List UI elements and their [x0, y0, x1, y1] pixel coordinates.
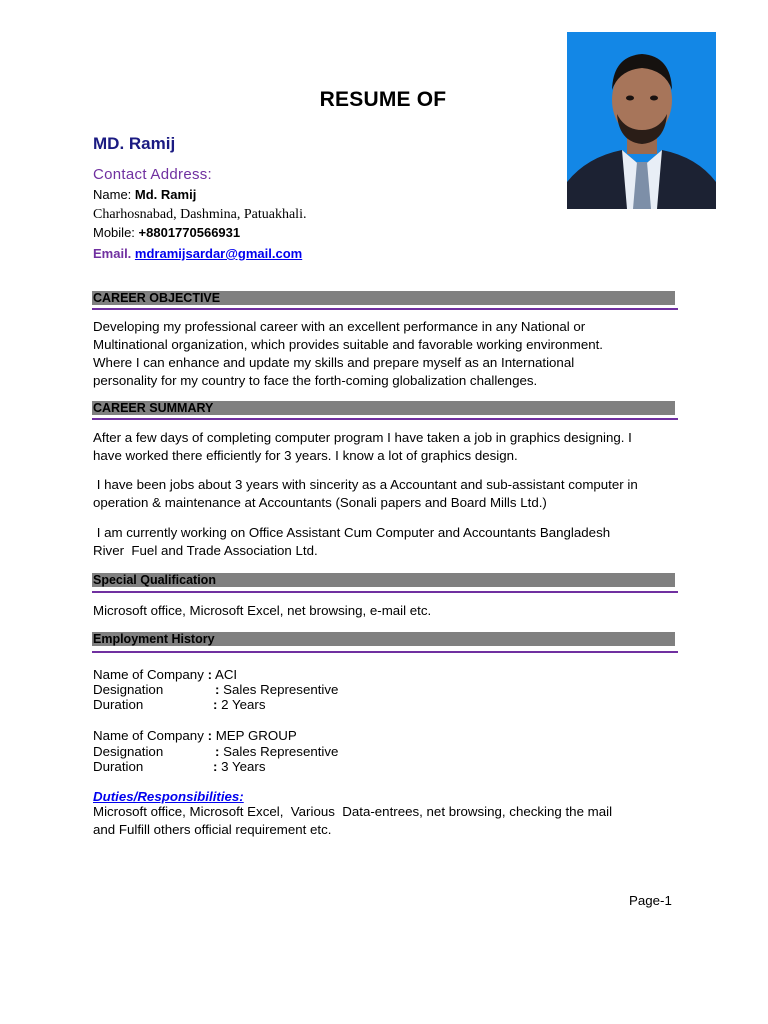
duration-value: 2 Years	[217, 697, 266, 712]
text-line: Developing my professional career with an excellent performance in any National or	[93, 319, 586, 334]
name-label: Name:	[93, 187, 135, 202]
company-label: Name of Company	[93, 728, 204, 743]
contact-address: Charhosnabad, Dashmina, Patuakhali.	[93, 207, 307, 222]
text-line: have worked there efficiently for 3 years. I know a lot of graphics design.	[93, 448, 518, 463]
text-line: After a few days of completing computer program I have taken a job in graphics designing. I	[93, 430, 632, 445]
duration-value: 3 Years	[217, 759, 266, 774]
mobile-value: +8801770566931	[138, 225, 241, 240]
special-qualification-text: Microsoft office, Microsoft Excel, net browsing, e-mail etc.	[93, 603, 432, 618]
text-line: I have been jobs about 3 years with sincerity as a Accountant and sub-assistant computer in	[93, 477, 638, 492]
section-divider	[92, 591, 678, 593]
section-divider	[92, 418, 678, 420]
career-objective-text	[93, 318, 675, 390]
text-line: operation & maintenance at Accountants (Sonali papers and Board Mills Ltd.)	[93, 495, 547, 510]
text-line: Multinational organization, which provides suitable and favorable working environment.	[93, 337, 604, 352]
company-label: Name of Company	[93, 667, 204, 682]
job-2-duration-row	[93, 759, 266, 775]
email-link[interactable]: mdramijsardar@gmail.com	[134, 246, 303, 261]
text-line: River Fuel and Trade Association Ltd.	[93, 543, 318, 558]
page-number: Page-1	[629, 893, 672, 908]
company-value: ACI	[212, 667, 238, 682]
section-divider	[92, 308, 678, 310]
text-line: Where I can enhance and update my skills and prepare myself as an International	[93, 355, 575, 370]
contact-name-line	[93, 187, 196, 202]
colon: :	[207, 728, 212, 743]
job-1-company-row	[93, 667, 237, 683]
job-2-company-row	[93, 728, 297, 744]
resume-title: RESUME OF	[319, 88, 447, 111]
colon: :	[213, 759, 218, 774]
colon: :	[207, 667, 212, 682]
job-1-duration-row	[93, 697, 266, 713]
text-line: and Fulfill others official requirement etc.	[93, 822, 332, 837]
contact-address-heading: Contact Address:	[93, 166, 213, 183]
career-summary-para-2	[93, 476, 675, 512]
career-summary-para-1	[93, 429, 675, 465]
colon: :	[215, 744, 220, 759]
text-line: Microsoft office, Microsoft Excel, Various Data-entrees, net browsing, checking the mail	[93, 804, 613, 819]
designation-label: Designation	[93, 682, 164, 697]
career-summary-para-3	[93, 524, 675, 560]
profile-photo	[567, 32, 716, 209]
text-line: personality for my country to face the forth-coming globalization challenges.	[93, 373, 538, 388]
designation-value: Sales Representive	[219, 744, 339, 759]
career-summary-heading: CAREER SUMMARY	[92, 401, 675, 415]
contact-mobile-line	[93, 225, 240, 240]
name-value: Md. Ramij	[134, 187, 197, 202]
section-divider	[92, 651, 678, 653]
candidate-name-heading: MD. Ramij	[93, 134, 176, 153]
company-value: MEP GROUP	[212, 728, 297, 743]
colon: :	[213, 697, 218, 712]
job-2-designation-row	[93, 744, 338, 760]
job-1-designation-row	[93, 682, 338, 698]
career-objective-heading: CAREER OBJECTIVE	[92, 291, 675, 305]
portrait-illustration	[567, 32, 716, 209]
employment-history-heading: Employment History	[92, 632, 675, 646]
designation-label: Designation	[93, 744, 164, 759]
contact-email-line	[93, 246, 302, 261]
designation-value: Sales Representive	[219, 682, 339, 697]
duties-heading: Duties/Responsibilities:	[93, 789, 244, 804]
colon: :	[215, 682, 220, 697]
mobile-label: Mobile:	[93, 225, 139, 240]
text-line: I am currently working on Office Assistant Cum Computer and Accountants Bangladesh	[93, 525, 611, 540]
duration-label: Duration	[93, 697, 144, 712]
special-qualification-heading: Special Qualification	[92, 573, 675, 587]
duration-label: Duration	[93, 759, 144, 774]
duties-text	[93, 803, 675, 839]
email-label: Email.	[93, 246, 135, 261]
